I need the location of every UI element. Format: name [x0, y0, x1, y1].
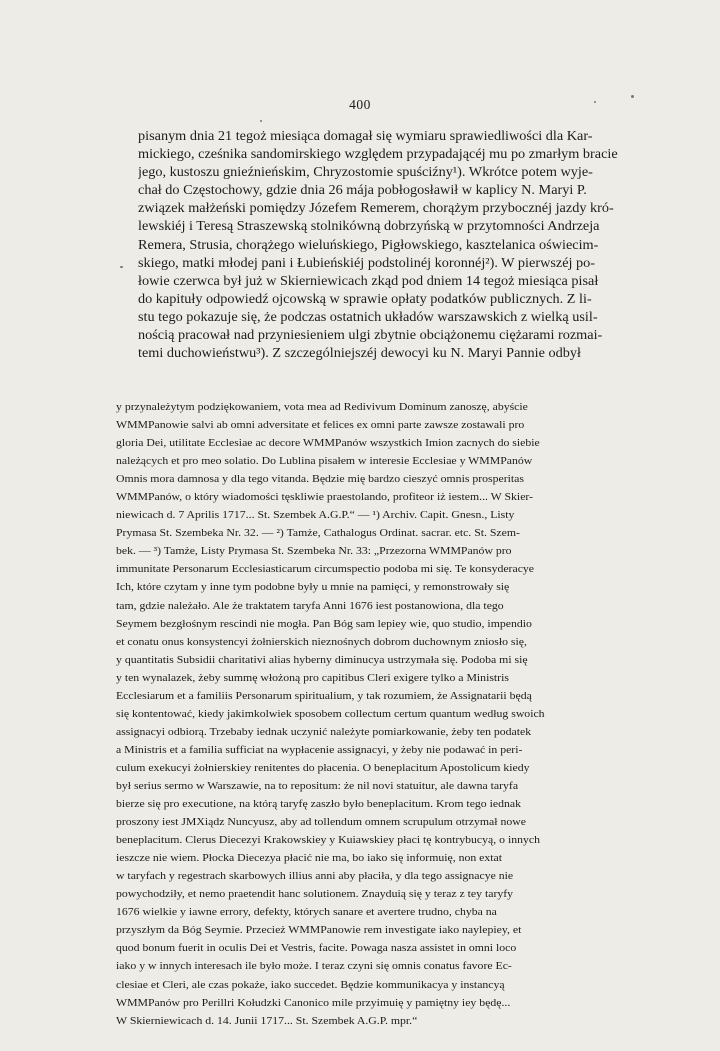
footnote-line: W Skierniewicach d. 14. Junii 1717... St. Szembek A.G.P. mpr.“	[116, 1014, 418, 1027]
footnote-line: quod bonum fuerit in oculis Dei et Vestris, facite. Powaga nasza assistet in omni loco	[116, 942, 517, 955]
body-text-line: temi duchowieństwu³). Z szczególniejszéj dewocyi ku N. Maryi Pannie odbył	[138, 345, 581, 361]
footnote-line: culum exekucyi żołnierskiey renitentes do płacenia. O beneplacitum Apostolicum kiedy	[116, 761, 530, 774]
footnote-line: ieszcze nie wiem. Płocka Diecezya płacić nie ma, bo iako się informuię, non extat	[116, 852, 503, 865]
body-text-line: jego, kustoszu gnieźnieńskim, Chryzostomie spuściźny¹). Wkrótce potem wyje-	[138, 164, 593, 180]
body-text-line: Remera, Strusia, chorążego wieluńskiego, Pigłowskiego, kasztelanica oświecim-	[138, 236, 599, 252]
body-text-line: łowie czerwca był już w Skierniewicach zkąd pod dniem 14 tegoż miesiąca pisał	[138, 272, 599, 288]
footnote-line: y quantitatis Subsidii charitativi alias hyberny diminucya ustrzymała się. Podoba mi się	[116, 653, 528, 666]
footnote-line: przyszłym da Bóg Seymie. Przecież WMMPanowie rem investigate iako naylepiey, et	[116, 924, 522, 937]
print-speck	[120, 266, 123, 268]
footnote-line: Ich, które czytam y inne tym podobne były u mnie na pamięci, y remonstrowały się	[116, 581, 510, 594]
footnote-line: proszony iest JMXiądz Nuncyusz, aby ad tollendum omnem scrupulum otrzymał nowe	[116, 816, 526, 829]
footnote-line: gloria Dei, utilitate Ecclesiae ac decore WMMPanów wszystkich Imion zacnych do siebie	[116, 437, 540, 450]
body-text-line: do kapituły odpowiedź ojcowską w sprawie opłaty podatków publicznych. Z li-	[138, 290, 592, 306]
footnote-line: y przynależytym podziękowaniem, vota mea ad Redivivum Dominum zanoszę, abyście	[116, 401, 528, 413]
footnote-line: Seymem bezgłośnym rescindi nie mogła. Pan Bóg sam lepiey wie, quo studio, impendio	[116, 617, 532, 630]
footnote-line: assignacyi odbiorą. Trzebaby iednak uczynić należyte pomiarkowanie, żeby ten podatek	[116, 725, 532, 738]
body-text-line: lewskiéj i Teresą Straszewską stolnikówną dobrzyńską w przytomności Andrzeja	[138, 218, 600, 234]
body-text-line: związek małżeński pomiędzy Józefem Remerem, chorążym przybocznéj jazdy kró-	[138, 200, 614, 216]
body-text-line: stu tego pokazuje się, że podczas ostatnich układów warszawskich z wielką usil-	[138, 308, 598, 324]
print-speck	[631, 95, 634, 98]
body-text-line: nością pracował nad przyniesieniem ulgi zbytnie obciążonemu ciężarami rozmai-	[138, 327, 603, 343]
footnote-line: et conatu onus konsystencyi żołnierskich nieznośnych dobrom duchownym zniosło się,	[116, 635, 527, 648]
footnote-line: WMMPanów pro Perillri Kołudzki Canonico mile przyimuię y pamiętny iey będę...	[116, 996, 511, 1009]
print-speck	[260, 120, 262, 122]
body-text-line: chał do Częstochowy, gdzie dnia 26 mája pobłogosławił w kaplicy N. Maryi P.	[138, 182, 587, 198]
footnote-line: WMMPanów, o który wiadomości tęskliwie praestolando, profiteor iż iestem... W Skier-	[116, 491, 534, 504]
print-speck	[594, 101, 596, 103]
footnote-line: Omnis mora damnosa y dla tego vitanda. Będzie mię bardzo cieszyć omnis prosperitas	[116, 473, 524, 486]
footnote-line: się kontentować, kiedy jakimkolwiek sposobem collectum certum quantum według swoich	[116, 707, 545, 720]
footnote-line: Prymasa St. Szembeka Nr. 32. — ²) Tamże, Cathalogus Ordinat. sacrar. etc. St. Szem-	[116, 527, 520, 540]
footnote-line: beneplacitum. Clerus Diecezyi Krakowskiey y Kuiawskiey płaci tę kontrybucyą, o innych	[116, 834, 540, 847]
footnote-line: powychodziły, et nemo praetendit hanc solutionem. Znayduią się y teraz z tey taryfy	[116, 888, 514, 901]
body-text-line: mickiego, cześnika sandomirskiego względem przypadającéj mu po zmarłym bracie	[138, 146, 618, 162]
footnote-line: iako y w innych interesach ile było może. I teraz czyni się omnis conatus favore Ec-	[116, 960, 512, 973]
main-text	[138, 127, 620, 362]
footnote-line: w taryfach y regestrach skarbowych illius anni aby płaciła, y dla tego assignacye nie	[116, 870, 514, 883]
footnotes	[116, 398, 646, 1030]
footnote-line: należących et pro meo solatio. Do Lublina pisałem w interesie Ecclesiae y WMMPanów	[116, 455, 533, 468]
footnote-line: WMMPanowie salvi ab omni adversitate et felices ex omni parte zawsze zostawali pro	[116, 419, 525, 432]
page-number: 400	[349, 97, 371, 112]
footnote-line: był serius sermo w Warszawie, na to repositum: że nil novi statuitur, ale dawna taryfa	[116, 779, 519, 792]
footnote-line: 1676 wielkie y iawne errory, defekty, których sanare et avertere trudno, chyba na	[116, 906, 497, 919]
footnote-line: Ecclesiarum et a familiis Personarum spiritualium, y tak rozumiem, że Assignatarii będą	[116, 689, 532, 702]
body-text-line: skiego, matki młodej pani i Łubieńskiéj podstolinéj koronnéj²). W pierwszéj po-	[138, 254, 596, 270]
footnote-line: niewicach d. 7 Aprilis 1717... St. Szembek A.G.P.“ — ¹) Archiv. Capit. Gnesn., Listy	[116, 509, 515, 522]
footnote-line: bierze się pro executione, na którą taryfę zaszło było beneplacitum. Krom tego iednak	[116, 798, 521, 811]
footnote-line: a Ministris et a familia sufficiat na wypłacenie assignacyi, y żeby nie podawać in peri-	[116, 743, 523, 756]
footnote-line: bek. — ³) Tamże, Listy Prymasa St. Szembeka Nr. 33: „Przezorna WMMPanów pro	[116, 545, 512, 558]
footnote-line: y ten wynalazek, żeby summę włożoną pro capitibus Cleri exigere tylko a Ministris	[116, 671, 509, 684]
footnote-line: clesiae et Cleri, ale czas pokaże, iako succedet. Będzie kommunikacya y instancyą	[116, 978, 505, 991]
body-text-line: pisanym dnia 21 tegoż miesiąca domagał się wymiaru sprawiedliwości dla Kar-	[138, 128, 593, 143]
footnote-line: tam, gdzie należało. Ale że traktatem taryfa Anni 1676 iest postanowiona, dla tego	[116, 599, 504, 612]
footnote-line: immunitate Personarum Ecclesiasticarum circumspectio podoba mi się. Te konsyderacye	[116, 563, 535, 576]
